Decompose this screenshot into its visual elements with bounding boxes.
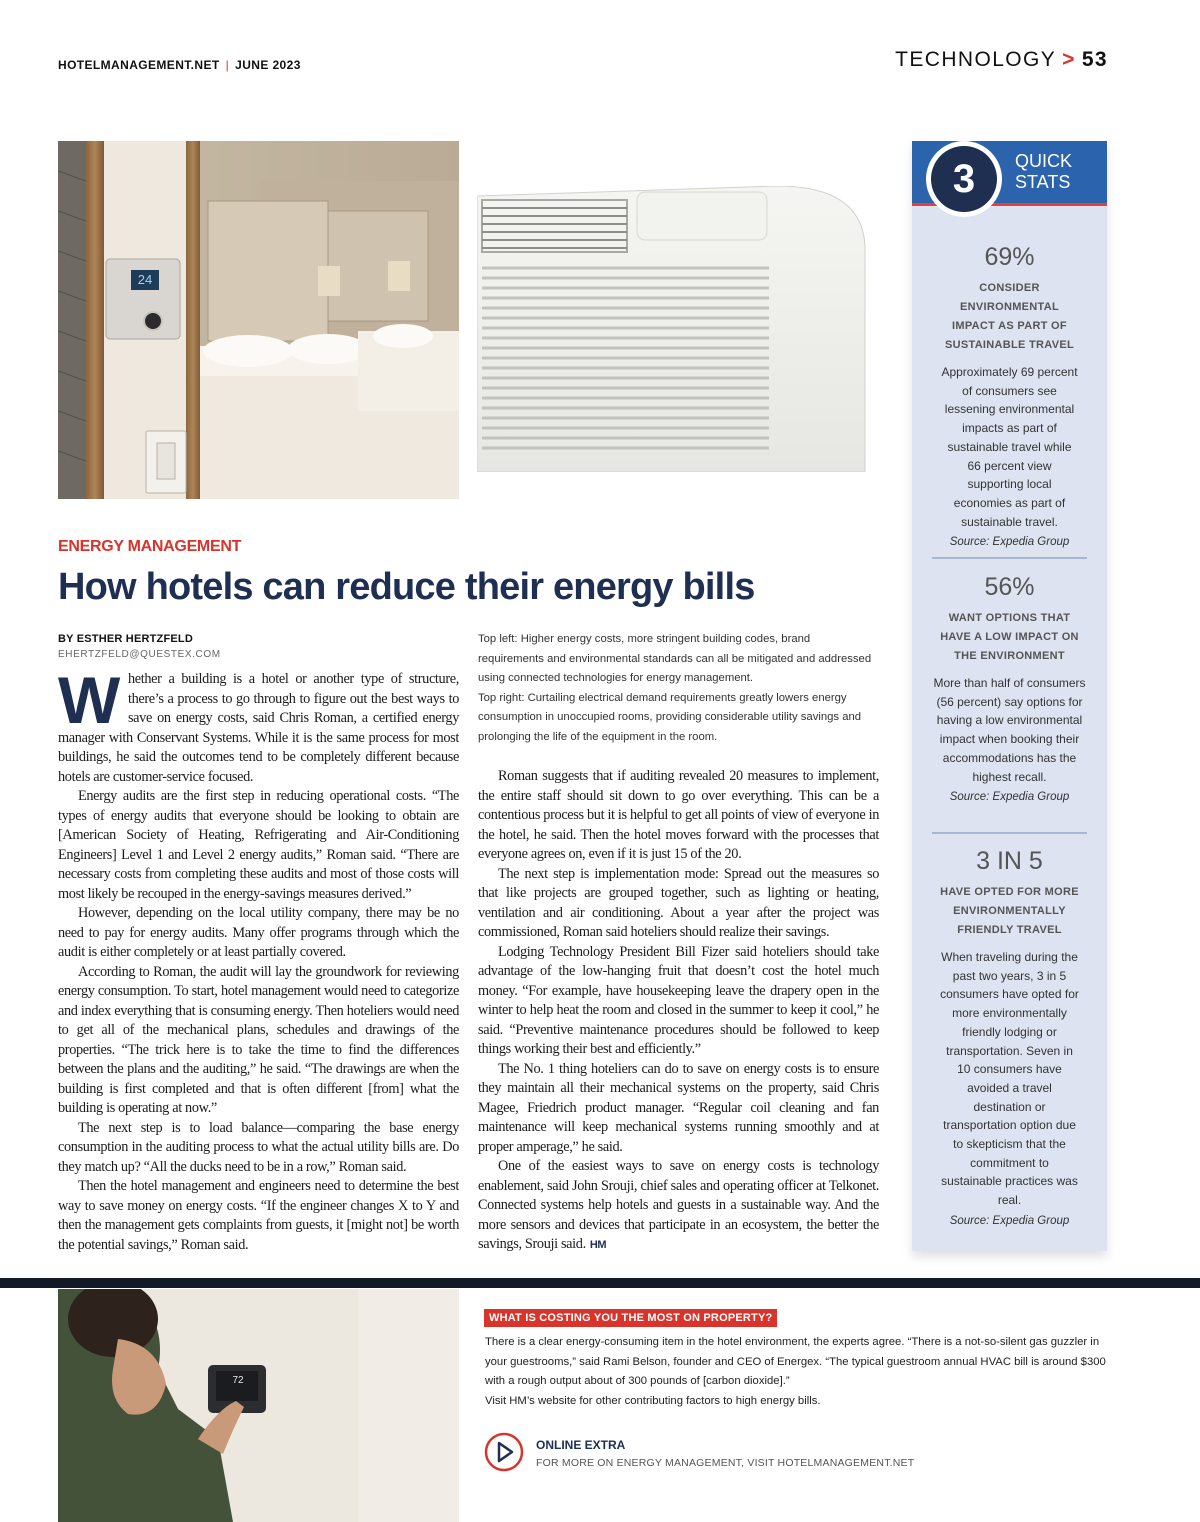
drop-cap: W xyxy=(58,663,120,737)
stat-item xyxy=(912,242,1107,551)
article-paragraph: Whether a building is a hotel or another type of structure, there’s a process to go through to figure out the best ways to save on energy costs, said Chris Roman, a certified energy manager with Conservant Systems. While it is the same process for most buildings, he said the outcomes tend to be completely different because hotels are customer-service focused. xyxy=(58,663,459,785)
air-conditioner-illustration xyxy=(477,186,867,472)
article-paragraph: The next step is implementation mode: Spread out the measures so that like projects are grouped together, such as lighting or heating, ventilation and air conditioning. About a year after the project was commissioned, Roman said hoteliers should realize their savings. xyxy=(478,865,879,940)
section-divider-bar xyxy=(0,1278,1200,1288)
photo-caption xyxy=(478,630,878,747)
quick-stats-sidebar xyxy=(912,141,1107,1251)
sidebar-body xyxy=(485,1333,1115,1411)
photo-man-thermostat xyxy=(58,1289,459,1522)
stat-item xyxy=(912,572,1107,806)
page-number: 53 xyxy=(1081,48,1108,71)
article-paragraph: The next step is to load balance—comparing the base energy consumption in the auditing process to what the actual utility bills are. Do they match up? “All the ducks need to be in a row,” Roman said. xyxy=(58,1119,459,1175)
stat-heading: WANT OPTIONS THAT HAVE A LOW IMPACT ON THE ENVIRONMENT xyxy=(940,612,1079,662)
stat-source: Source: Expedia Group xyxy=(949,1214,1070,1227)
stat-heading: CONSIDER ENVIRONMENTAL IMPACT AS PART OF SUSTAINABLE TRAVEL xyxy=(944,282,1075,351)
sidebar-label: WHAT IS COSTING YOU THE MOST ON PROPERTY? xyxy=(484,1309,777,1327)
article-column-1 xyxy=(58,663,459,1255)
stats-title-line: QUICK xyxy=(1015,151,1073,171)
man-thermostat-illustration xyxy=(58,1289,459,1522)
article-paragraph: Lodging Technology President Bill Fizer said hoteliers should take advantage of the low-hanging fruit that doesn’t cost the hotel much money. “For example, have housekeeping leave the drapery open in the winter to help heat the room and closed in the summer to keep it cool,” he said. “Preventive maintenance procedures should be followed to keep things working their best and efficiently.” xyxy=(478,943,879,1057)
end-mark: HM xyxy=(589,1239,607,1251)
article-column-2 xyxy=(478,767,879,1256)
stat-source: Source: Expedia Group xyxy=(949,536,1070,549)
sidebar-paragraph: Visit HM’s website for other contributing factors to high energy bills. xyxy=(485,1394,821,1407)
photo-hotel-room xyxy=(58,141,459,499)
publication-name: HOTELMANAGEMENT.NET xyxy=(58,58,220,72)
article-kicker: ENERGY MANAGEMENT xyxy=(58,538,242,555)
stat-heading: HAVE OPTED FOR MORE ENVIRONMENTALLY FRIENDLY TRAVEL xyxy=(940,886,1079,936)
author-email: EHERTZFELD@QUESTEX.COM xyxy=(58,649,221,660)
byline: BY ESTHER HERTZFELD xyxy=(58,633,193,645)
article-paragraph: According to Roman, the audit will lay the groundwork for reviewing energy consumption. To start, hotel management would need to categorize and index everything that is consuming energy. Then hoteliers would need to get all of the mechanical plans, schedules and drawings of the properties. “The trick here is to take the time to find the differences between the plans and the auditing,” he said. “The drawings are when the building is first completed and that is often different [from] what the building is operating at now.” xyxy=(58,963,459,1116)
article-paragraph: One of the easiest ways to save on energy costs is technology enablement, said John Srouji, chief sales and operating officer at Telkonet. Connected systems help hotels and guests in a sustainable way. And the more sensors and devices that participate in an ecosystem, the better the savings, Srouji said. HM xyxy=(478,1158,879,1252)
stat-source: Source: Expedia Group xyxy=(949,791,1070,804)
stat-body: When traveling during the past two years, 3 in 5 consumers have opted for more environmentally friendly lodging or transportation. Seven in 10 consumers have avoided a travel destination or transportation option due to skepticism that the commitment to sustainable practices was real. xyxy=(940,950,1079,1208)
stat-value: 69% xyxy=(984,243,1035,271)
stat-body: More than half of consumers (56 percent) say options for having a low environmental impact when booking their accommodations has the highest recall. xyxy=(933,676,1086,784)
stats-badge xyxy=(926,141,1002,217)
stats-title-line: STATS xyxy=(1015,172,1071,192)
article-paragraph: Roman suggests that if auditing revealed 20 measures to implement, the entire staff should sit down to go over everything. This can be a contentious process but it is helpful to get all points of view of everyone in the hotel, he said. Then the hotel moves forward with the processes that everyone agrees on, even if it is just 15 of the 20. xyxy=(478,768,879,862)
section-name: TECHNOLOGY xyxy=(895,48,1057,71)
photo-air-conditioner xyxy=(477,186,867,472)
caption-top-right: Top right: Curtailing electrical demand requirements greatly lowers energy consumption in unoccupied rooms, providing considerable utility savings and prolonging the life of the equipment in the room. xyxy=(478,691,862,743)
article-headline: How hotels can reduce their energy bills xyxy=(58,566,755,608)
stats-title xyxy=(1015,151,1072,193)
article-paragraph: However, depending on the local utility company, there may be no need to pay for energy audits. Many offer programs through which the audit is either completely or at least partially covered. xyxy=(58,905,459,960)
article-paragraph: The No. 1 thing hoteliers can do to save on energy costs is to ensure they maintain all their mechanical systems on the property, said Chris Magee, Friedrich product manager. “Regular coil cleaning and fan maintenance will keep mechanical systems running smoothly and at proper amperage,” he said. xyxy=(478,1060,879,1155)
stat-value: 3 IN 5 xyxy=(976,847,1043,875)
stat-item xyxy=(912,846,1107,1230)
section-header xyxy=(895,48,1108,72)
issue-date: JUNE 2023 xyxy=(235,58,301,72)
online-extra-title: ONLINE EXTRA xyxy=(536,1438,626,1452)
hotel-room-illustration xyxy=(58,141,459,499)
header-separator: | xyxy=(225,58,230,72)
online-extra-link[interactable]: FOR MORE ON ENERGY MANAGEMENT, VISIT HOTELMANAGEMENT.NET xyxy=(536,1457,915,1469)
running-header xyxy=(58,58,301,72)
stat-divider xyxy=(932,557,1087,559)
sidebar-paragraph: There is a clear energy-consuming item in the hotel environment, the experts agree. “There is a not-so-silent gas guzzler in your guestrooms,” said Rami Belson, founder and CEO of Energex. “The typical guestroom annual HVAC bill is around $300 with a rough output about of 300 pounds of [carbon dioxide].” xyxy=(485,1336,1106,1387)
caption-top-left: Top left: Higher energy costs, more stringent building codes, brand requirements and environmental standards can all be mitigated and addressed using connected technologies for energy management. xyxy=(478,633,872,684)
stats-badge-number: 3 xyxy=(931,146,997,212)
stat-body: Approximately 69 percent of consumers see lessening environmental impacts as part of sustainable travel while 66 percent view supporting local economies as part of sustainable travel. xyxy=(941,365,1078,529)
thermostat-display: 24 xyxy=(137,272,153,287)
stat-divider xyxy=(932,832,1087,834)
man-thermostat-display: 72 xyxy=(232,1375,244,1386)
section-arrow-icon: > xyxy=(1062,48,1076,71)
article-paragraph: Energy audits are the first step in reducing operational costs. “The types of energy audits that everyone should be looking to obtain are [American Society of Heating, Refrigerating and Air-Conditioning Engineers] Level 1 and Level 2 energy audits,” Roman said. “There are necessary costs from completing these audits and most of those costs will most likely be recouped in the energy-savings measures derived.” xyxy=(58,788,459,902)
stat-value: 56% xyxy=(984,573,1035,601)
play-icon[interactable] xyxy=(484,1432,524,1472)
article-paragraph: Then the hotel management and engineers need to determine the best way to save money on energy costs. “If the engineer changes X to Y and then the management gets complaints from guests, it [might not] be worth the potential savings,” Roman said. xyxy=(58,1178,459,1253)
